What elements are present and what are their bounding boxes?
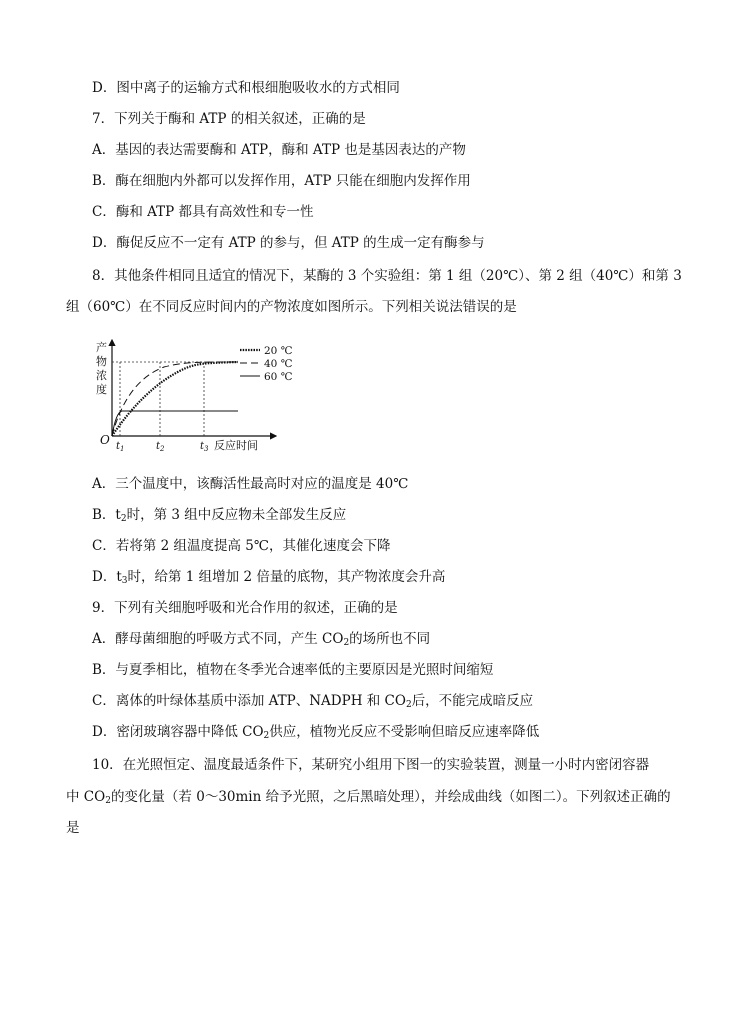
q9-option-c: C．离体的叶绿体基质中添加 ATP、NADPH 和 $CO_2$后，不能完成暗反应: [92, 693, 534, 710]
product-concentration-figure: [88, 336, 308, 456]
curve-60c: [112, 411, 238, 436]
x-axis-label: 反应时间: [214, 439, 258, 452]
q8-option-b: B．$t_2$时，第 3 组中反应物未全部发生反应: [92, 507, 347, 524]
y-label-1: 产: [96, 341, 107, 354]
q8-option-a: A．三个温度中，该酶活性最高时对应的温度是 40℃: [92, 476, 409, 492]
y-label-2: 物: [96, 355, 107, 368]
q8-stem-line1: 8．其他条件相同且适宜的情况下，某酶的 3 个实验组：第 1 组（20℃）、第 2 组（40℃）和第 3: [92, 268, 682, 284]
q10-stem-line3: 是: [66, 820, 80, 836]
q7-option-c: C．酶和 ATP 都具有高效性和专一性: [92, 204, 314, 220]
tick-t2: $t_2$: [156, 441, 165, 453]
q7-stem: 7．下列关于酶和 ATP 的相关叙述，正确的是: [92, 111, 366, 127]
origin-label: O: [100, 433, 110, 447]
legend-label-60c: 60 ℃: [264, 371, 293, 383]
legend-label-20c: 20 ℃: [264, 345, 293, 357]
curve-20c: [112, 362, 238, 436]
y-label-3: 浓: [96, 369, 107, 382]
q9-stem: 9．下列有关细胞呼吸和光合作用的叙述，正确的是: [92, 600, 398, 616]
q10-stem-line2: 中 $CO_2$的变化量（若 0～30min 给予光照，之后黑暗处理），并绘成曲线（如图二）。下列叙述正确的: [66, 789, 671, 806]
q9-option-d: D．密闭玻璃容器中降低 $CO_2$供应，植物光反应不受影响但暗反应速率降低: [92, 724, 540, 741]
q9-option-a: A．酵母菌细胞的呼吸方式不同，产生 $CO_2$的场所也不同: [92, 631, 431, 648]
q7-option-b: B．酶在细胞内外都可以发挥作用，ATP 只能在细胞内发挥作用: [92, 173, 471, 189]
q8-option-c: C．若将第 2 组温度提高 5℃，其催化速度会下降: [92, 538, 391, 554]
y-label-4: 度: [96, 383, 107, 396]
q8-option-d: D．$t_3$时，给第 1 组增加 2 倍量的底物，其产物浓度会升高: [92, 569, 446, 586]
tick-t3: $t_3$: [200, 441, 209, 453]
tick-t1: $t_1$: [116, 441, 125, 453]
legend-label-40c: 40 ℃: [264, 358, 293, 370]
q7-option-a: A．基因的表达需要酶和 ATP，酶和 ATP 也是基因表达的产物: [92, 142, 466, 158]
q10-stem-line1: 10．在光照恒定、温度最适条件下，某研究小组用下图一的实验装置，测量一小时内密闭容器: [92, 757, 650, 773]
q9-option-b: B．与夏季相比，植物在冬季光合速率低的主要原因是光照时间缩短: [92, 662, 494, 678]
q6-option-d: D．图中离子的运输方式和根细胞吸收水的方式相同: [92, 80, 400, 96]
q8-stem-line2: 组（60℃）在不同反应时间内的产物浓度如图所示。下列相关说法错误的是: [66, 299, 517, 315]
q7-option-d: D．酶促反应不一定有 ATP 的参与，但 ATP 的生成一定有酶参与: [92, 235, 485, 251]
